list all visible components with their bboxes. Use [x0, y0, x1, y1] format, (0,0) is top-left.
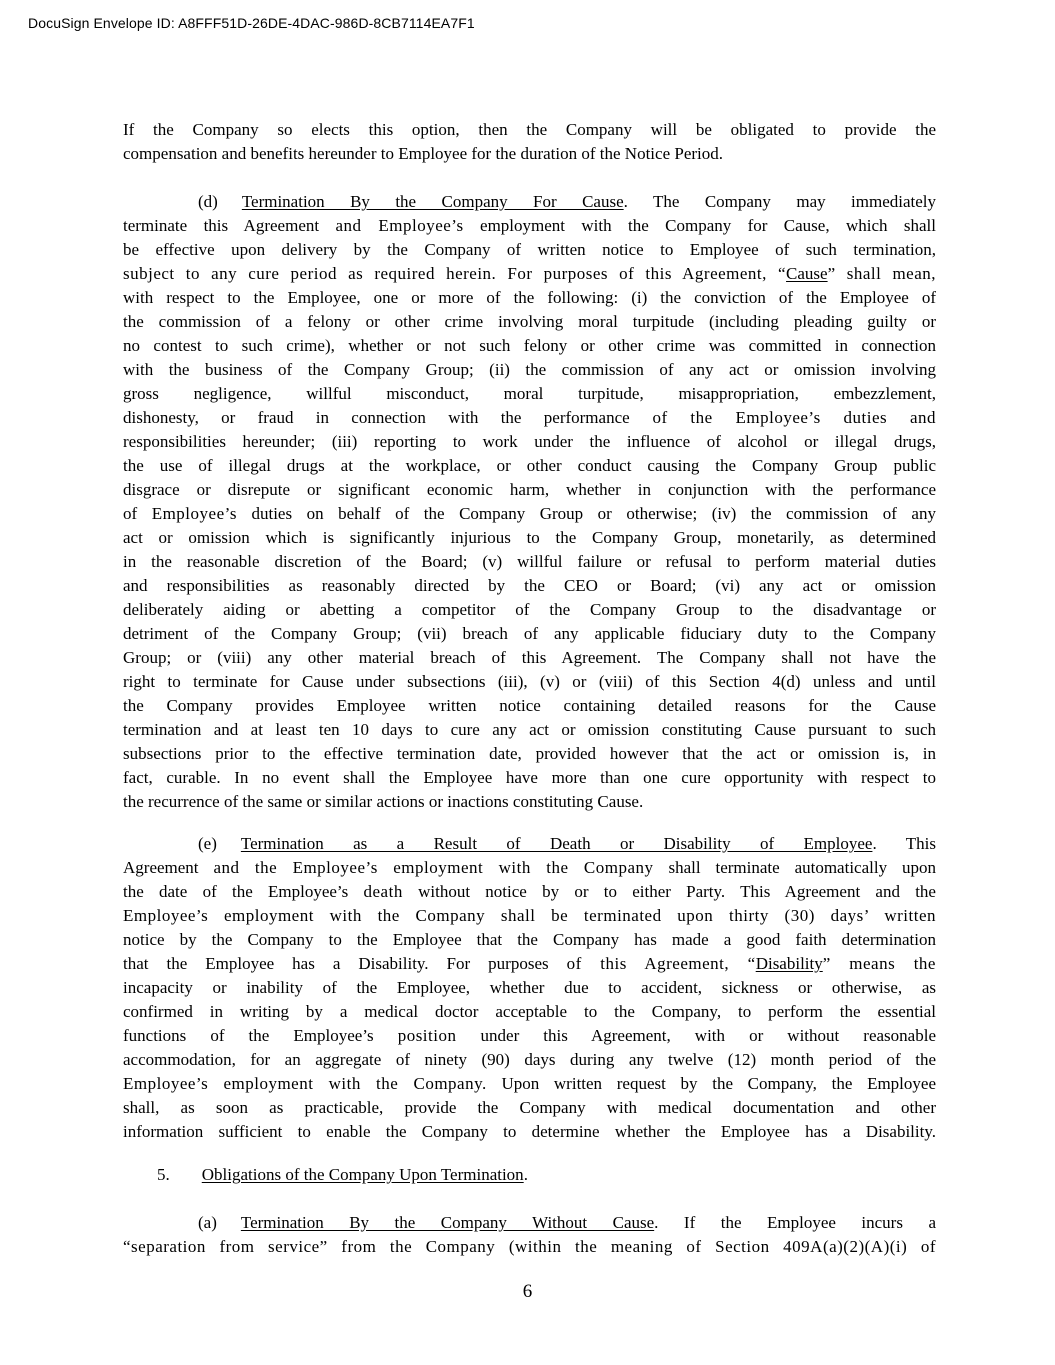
- text-line: [123, 790, 936, 814]
- text-run: information sufficient to enable the Company to determine whether the Employee has a Disability.: [123, 1122, 936, 1141]
- tab-spacer: [217, 1227, 241, 1228]
- text-run: subsections prior to the effective termination date, provided however that the act or omission is, in: [123, 744, 936, 763]
- text-line: [123, 880, 936, 904]
- text-line: [123, 670, 936, 694]
- underlined-heading-text: Termination as a Result of Death or Disability of Employee: [240, 834, 873, 853]
- text-run: fact, curable. In no event shall the Employee have more than one cure opportunity with respect to: [123, 768, 936, 787]
- text-line: [123, 856, 936, 880]
- text-run: If the Company so elects this option, then the Company will be obligated to provide the: [123, 120, 936, 139]
- text-run: and responsibilities as reasonably directed by the CEO or Board; (vi) any act or omission: [123, 576, 936, 595]
- text-line: [123, 832, 936, 856]
- text-line: [123, 430, 936, 454]
- text-line: [123, 952, 936, 976]
- text-line: [123, 478, 936, 502]
- text-run: of: [123, 504, 152, 523]
- text-run: (d): [198, 192, 218, 211]
- text-run: Employee’s employment with the Company.: [123, 1074, 487, 1093]
- text-run: gross negligence, willful misconduct, moral turpitude, misappropriation, embezzlement,: [123, 384, 936, 403]
- text-line: [123, 550, 936, 574]
- text-run: Employee’s: [151, 504, 237, 523]
- text-run: accommodation, for an aggregate of ninety (90) days during any twelve (12) month period of the: [123, 1050, 936, 1069]
- text-run: Agreement: [123, 858, 214, 877]
- text-line: [123, 142, 936, 166]
- text-run: employment with the Company for Cause, which shall: [463, 216, 936, 235]
- text-run: subject to any cure period as required herein. For purposes of this Agreement, “: [123, 264, 787, 283]
- text-line: [123, 742, 936, 766]
- text-line: [123, 646, 936, 670]
- text-run: (a): [198, 1213, 217, 1232]
- text-line: [123, 1211, 936, 1235]
- tab-spacer: [123, 1179, 157, 1180]
- text-run: the Company provides Employee written notice containing detailed reasons for the Cause: [123, 696, 936, 715]
- text-line: [123, 238, 936, 262]
- text-run: notice by the Company to the Employee that the Company has made a good faith determination: [123, 930, 936, 949]
- tab-spacer: [217, 848, 241, 849]
- text-line: [123, 766, 936, 790]
- text-run: 5.: [157, 1165, 170, 1184]
- text-line: [123, 406, 936, 430]
- text-line: [123, 358, 936, 382]
- paragraph-d: [123, 190, 936, 814]
- paragraph-a: [123, 1211, 936, 1259]
- tab-spacer: [170, 1179, 202, 1180]
- text-run: responsibilities hereunder; (iii) reporting to work under the influence of alcohol or illegal drugs,: [123, 432, 936, 451]
- underlined-heading-text: Termination By the Company For Cause: [241, 192, 624, 211]
- text-run: the date of the Employee’s: [123, 882, 364, 901]
- text-line: [123, 502, 936, 526]
- text-run: Upon written request by the Company, the Employee: [486, 1074, 936, 1093]
- docusign-envelope-id: DocuSign Envelope ID: A8FFF51D-26DE-4DAC-986D-8CB7114EA7F1: [28, 15, 475, 31]
- text-run: under this Agreement, with or without reasonable: [456, 1026, 936, 1045]
- text-run: and Employee’s: [335, 216, 464, 235]
- text-run: (e): [198, 834, 217, 853]
- text-line: [123, 904, 936, 928]
- text-run: with respect to the Employee, one or more of the following: (i) the conviction of the Employee of: [123, 288, 936, 307]
- text-line: [123, 598, 936, 622]
- text-line: [123, 382, 936, 406]
- tab-spacer: [123, 206, 198, 207]
- text-run: with the business of the Company Group; (ii) the commission of any act or omission involving: [123, 360, 936, 379]
- text-run: the use of illegal drugs at the workplace, or other conduct causing the Company Group public: [123, 456, 936, 475]
- text-line: [123, 1235, 936, 1259]
- text-run: incapacity or inability of the Employee, whether due to accident, sickness or otherwise, as: [123, 978, 936, 997]
- paragraph-e: [123, 832, 936, 1144]
- text-run: of the Employee’s duties and: [629, 408, 936, 427]
- text-run: dishonesty, or fraud in connection with the performance: [123, 408, 630, 427]
- text-run: duties on behalf of the Company Group or otherwise; (iv) the commission of any: [236, 504, 936, 523]
- text-line: [123, 310, 936, 334]
- text-line: [123, 1163, 936, 1187]
- text-line: [123, 526, 936, 550]
- text-run: Employee’s employment with the Company shall be terminated upon thirty (30) days’ written: [123, 906, 936, 925]
- text-run: no contest to such crime), whether or not such felony or other crime was committed in connection: [123, 336, 936, 355]
- text-line: [123, 718, 936, 742]
- text-run: right to terminate for Cause under subsections (iii), (v) or (viii) of this Section 4(d) unless and until: [123, 672, 936, 691]
- text-run: and the Employee’s employment with the Company: [213, 858, 654, 877]
- text-run: functions of the Employee’s: [123, 1026, 398, 1045]
- paragraph-s5: [123, 1163, 936, 1187]
- text-run: “separation from service” from the Company (within the meaning of Section 409A(a)(2)(A)(i) of: [123, 1237, 936, 1256]
- text-line: [123, 622, 936, 646]
- text-run: termination and at least ten 10 days to cure any act or omission constituting Cause pursuant to such: [123, 720, 936, 739]
- text-run: compensation and benefits hereunder to Employee for the duration of the Notice Period.: [123, 144, 724, 163]
- text-line: [123, 454, 936, 478]
- text-run: without notice by or to either Party. This Agreement and the: [402, 882, 936, 901]
- text-line: [123, 976, 936, 1000]
- text-run: shall, as soon as practicable, provide the Company with medical documentation and other: [123, 1098, 936, 1117]
- text-line: [123, 118, 936, 142]
- tab-spacer: [123, 848, 198, 849]
- text-line: [123, 334, 936, 358]
- text-run: . This: [872, 834, 936, 853]
- text-run: death: [363, 882, 403, 901]
- tab-spacer: [123, 1227, 198, 1228]
- text-run: shall terminate automatically upon: [653, 858, 936, 877]
- text-line: [123, 262, 936, 286]
- text-run: confirmed in writing by a medical doctor acceptable to the Company, to perform the essential: [123, 1002, 936, 1021]
- text-run: in the reasonable discretion of the Board; (v) willful failure or refusal to perform material duties: [123, 552, 936, 571]
- text-line: [123, 694, 936, 718]
- text-line: [123, 1048, 936, 1072]
- paragraph-intro: [123, 118, 936, 166]
- text-line: [123, 190, 936, 214]
- text-line: [123, 1000, 936, 1024]
- text-line: [123, 928, 936, 952]
- text-run: disgrace or disrepute or significant economic harm, whether in conjunction with the performance: [123, 480, 936, 499]
- text-line: [123, 574, 936, 598]
- text-run: ” shall mean,: [827, 264, 936, 283]
- text-run: terminate this Agreement: [123, 216, 336, 235]
- text-line: [123, 1096, 936, 1120]
- text-run: be effective upon delivery by the Company of written notice to Employee of such termination,: [123, 240, 936, 259]
- text-run: .: [523, 1165, 528, 1184]
- underlined-heading-text: Termination By the Company Without Cause: [240, 1213, 655, 1232]
- text-run: act or omission which is significantly injurious to the Company Group, monetarily, as determined: [123, 528, 936, 547]
- underlined-heading-text: Obligations of the Company Upon Termination: [201, 1165, 524, 1184]
- text-run: . If the Employee incurs a: [654, 1213, 936, 1232]
- text-line: [123, 214, 936, 238]
- text-run: Group; or (viii) any other material breach of this Agreement. The Company shall not have the: [123, 648, 936, 667]
- text-run: the recurrence of the same or similar actions or inactions constituting Cause.: [123, 792, 644, 811]
- underlined-heading-text: Disability: [755, 954, 823, 973]
- text-run: of this Agreement, “: [566, 954, 756, 973]
- underlined-heading-text: Cause: [786, 264, 828, 283]
- text-run: deliberately aiding or abetting a competitor of the Company Group to the disadvantage or: [123, 600, 936, 619]
- text-run: ” means the: [822, 954, 936, 973]
- text-run: position: [397, 1026, 457, 1045]
- tab-spacer: [218, 206, 242, 207]
- text-line: [123, 1024, 936, 1048]
- text-line: [123, 286, 936, 310]
- page-number: 6: [522, 1281, 533, 1302]
- text-line: [123, 1072, 936, 1096]
- document-body: [123, 118, 936, 1259]
- text-run: detriment of the Company Group; (vii) breach of any applicable fiduciary duty to the Company: [123, 624, 936, 643]
- text-run: the commission of a felony or other crime involving moral turpitude (including pleading guilty or: [123, 312, 936, 331]
- text-run: that the Employee has a Disability. For purposes: [123, 954, 567, 973]
- text-line: [123, 1120, 936, 1144]
- text-run: . The Company may immediately: [623, 192, 936, 211]
